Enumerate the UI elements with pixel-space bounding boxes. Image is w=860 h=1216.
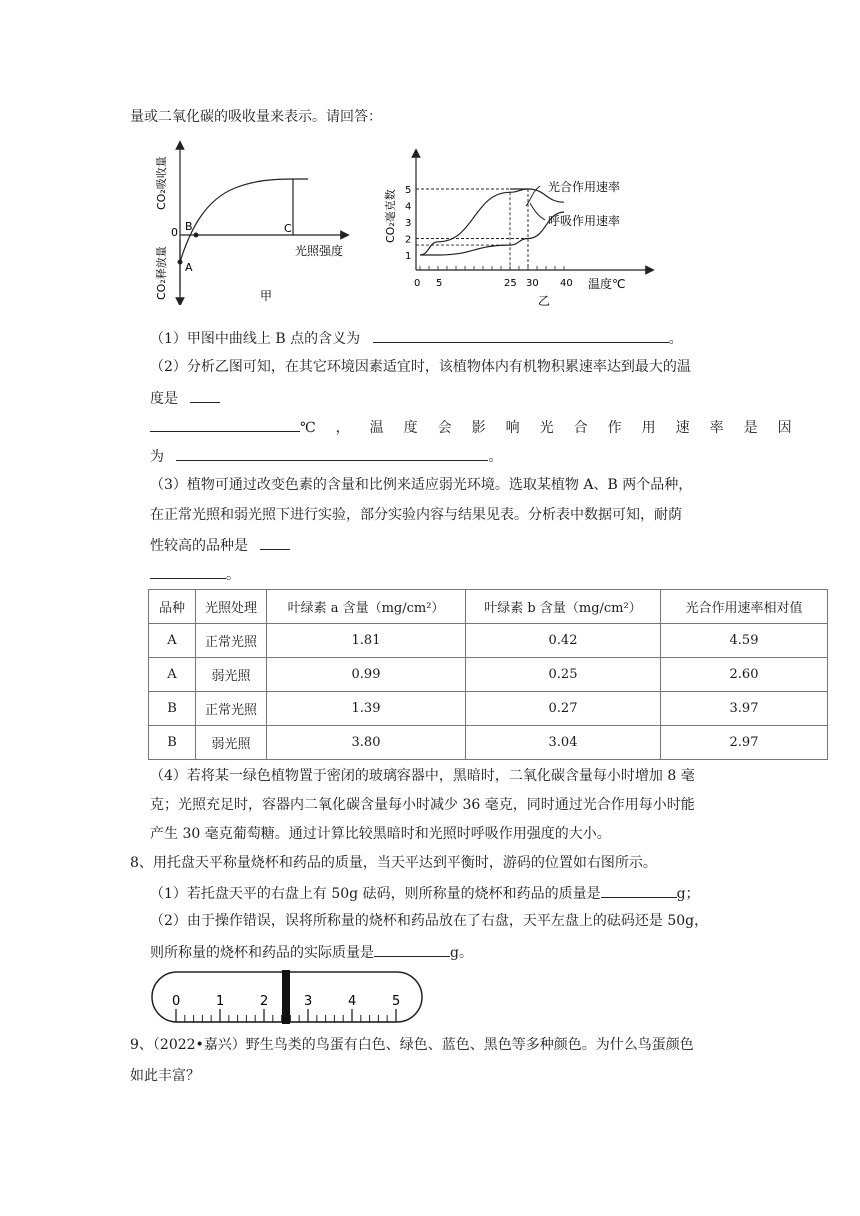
yi-x-tick-label: 25 bbox=[504, 278, 517, 289]
jia-x-label: 光照强度 bbox=[295, 244, 344, 258]
table-cell: 弱光照 bbox=[196, 658, 267, 692]
jia-curve bbox=[180, 179, 308, 262]
results-table bbox=[148, 589, 828, 760]
q2-line2: 度是 bbox=[150, 387, 220, 409]
table-row bbox=[149, 692, 828, 726]
q3-line3: 性较高的品种是 bbox=[150, 534, 290, 556]
q2-line1: （2）分析乙图可知，在其它环境因素适宜时，该植物体内有机物积累速率达到最大的温 bbox=[150, 359, 691, 375]
table-cell: 正常光照 bbox=[196, 692, 267, 726]
legend-photo: 光合作用速率 bbox=[548, 180, 621, 194]
chart-jia bbox=[150, 140, 360, 305]
jia-caption: 甲 bbox=[260, 289, 273, 303]
table-cell: 2.60 bbox=[661, 658, 828, 692]
table-header: 光照处理 bbox=[196, 590, 267, 624]
table-row bbox=[149, 624, 828, 658]
yi-y-label: CO₂毫克数 bbox=[384, 189, 397, 243]
q4-line3: 产生 30 毫克葡萄糖。通过计算比较黑暗时和光照时呼吸作用强度的大小。 bbox=[150, 826, 611, 842]
q1-line: （1）甲图中曲线上 B 点的含义为 。 bbox=[150, 327, 683, 349]
table-header: 品种 bbox=[149, 590, 196, 624]
table-cell: 1.81 bbox=[267, 624, 466, 658]
table-row bbox=[149, 726, 828, 760]
yi-x-tick-label: 40 bbox=[560, 278, 573, 289]
table-cell: 0.42 bbox=[466, 624, 661, 658]
q8-line2: （2）由于操作错误，误将所称量的烧杯和药品放在了右盘，天平左盘上的砝码还是 50g， bbox=[150, 913, 709, 929]
yi-caption: 乙 bbox=[538, 294, 551, 308]
yi-y-tick-label: 5 bbox=[405, 185, 412, 196]
q3-line4: 。 bbox=[150, 563, 240, 585]
table-cell: 0.99 bbox=[267, 658, 466, 692]
table-cell: 0.27 bbox=[466, 692, 661, 726]
table-cell: 弱光照 bbox=[196, 726, 267, 760]
table-cell: 4.59 bbox=[661, 624, 828, 658]
q8-line0: 8、用托盘天平称量烧杯和药品的质量，当天平达到平衡时，游码的位置如右图所示。 bbox=[130, 855, 657, 871]
yi-y-tick-label: 4 bbox=[405, 201, 412, 213]
table-header: 叶绿素 a 含量（mg/cm²） bbox=[267, 590, 466, 624]
jia-y-label-top: CO₂吸收量 bbox=[155, 156, 168, 210]
yi-y-tick-label: 2 bbox=[405, 234, 412, 246]
q8-line1: （1）若托盘天平的右盘上有 50g 砝码，则所称量的烧杯和药品的质量是 g； bbox=[150, 882, 700, 904]
balance-ruler bbox=[150, 968, 430, 1026]
q2-blank-b[interactable] bbox=[150, 416, 300, 432]
label-a: A bbox=[185, 261, 193, 274]
ruler-label: 2 bbox=[260, 994, 269, 1009]
q4-line1: （4）若将某一绿色植物置于密闭的玻璃容器中，黑暗时，二氧化碳含量每小时增加 8 毫 bbox=[150, 768, 695, 784]
yi-x-tick-label: 0 bbox=[414, 278, 421, 289]
q3-line2: 在正常光照和弱光照下进行实验，部分实验内容与结果见表。分析表中数据可知，耐荫 bbox=[150, 507, 682, 523]
yi-x-tick-label: 30 bbox=[526, 278, 539, 289]
table-cell: 3.97 bbox=[661, 692, 828, 726]
table-cell: 0.25 bbox=[466, 658, 661, 692]
point-b bbox=[194, 233, 199, 238]
ruler-label: 3 bbox=[304, 994, 313, 1009]
q1-text: （1）甲图中曲线上 B 点的含义为 bbox=[150, 331, 361, 347]
label-b: B bbox=[185, 220, 193, 233]
q2-blank-c[interactable] bbox=[176, 445, 488, 461]
q8-line3: 则所称量的烧杯和药品的实际质量是 g。 bbox=[150, 941, 473, 963]
ruler-label: 0 bbox=[172, 994, 181, 1009]
q3-line1: （3）植物可通过改变色素的含量和比例来适应弱光环境。选取某植物 A、B 两个品种， bbox=[150, 477, 693, 493]
table-header-row bbox=[149, 590, 828, 624]
q3-blank-a[interactable] bbox=[260, 534, 290, 550]
chart-yi bbox=[380, 148, 670, 313]
table-header: 光合作用速率相对值 bbox=[661, 590, 828, 624]
ruler-label: 1 bbox=[216, 994, 225, 1009]
q3-blank-b[interactable] bbox=[150, 563, 226, 579]
label-c: C bbox=[284, 222, 292, 235]
yi-x-label: 温度℃ bbox=[588, 277, 626, 291]
table-cell: 正常光照 bbox=[196, 624, 267, 658]
table-cell: B bbox=[149, 726, 196, 760]
intro-text: 量或二氧化碳的吸收量来表示。请回答： bbox=[130, 109, 382, 125]
q8-blank-a[interactable] bbox=[601, 882, 677, 898]
q4-line2: 克；光照充足时，容器内二氧化碳含量每小时减少 36 毫克，同时通过光合作用每小时能 bbox=[150, 797, 695, 813]
table-cell: 1.39 bbox=[267, 692, 466, 726]
table-cell: A bbox=[149, 624, 196, 658]
legend-resp-pointer bbox=[530, 203, 545, 220]
ruler-label: 4 bbox=[348, 994, 357, 1009]
table-cell: 2.97 bbox=[661, 726, 828, 760]
yi-x-tick-label: 5 bbox=[436, 278, 443, 289]
table-cell: B bbox=[149, 692, 196, 726]
point-a bbox=[178, 260, 183, 265]
table-row bbox=[149, 658, 828, 692]
jia-y-label-bottom: CO₂释放量 bbox=[155, 246, 168, 300]
ruler-label: 5 bbox=[392, 994, 401, 1009]
rider-weight bbox=[282, 970, 290, 1024]
q2-line3: ℃，温度会影响光合作用速率是因 bbox=[150, 416, 812, 438]
legend-resp: 呼吸作用速率 bbox=[548, 214, 621, 228]
table-cell: A bbox=[149, 658, 196, 692]
table-cell: 3.04 bbox=[466, 726, 661, 760]
jia-zero: 0 bbox=[171, 226, 178, 239]
q2-blank-a[interactable] bbox=[190, 387, 220, 403]
table-header: 叶绿素 b 含量（mg/cm²） bbox=[466, 590, 661, 624]
q1-blank[interactable] bbox=[373, 327, 669, 343]
table-cell: 3.80 bbox=[267, 726, 466, 760]
q2-line4: 为 。 bbox=[150, 445, 502, 467]
yi-y-tick-label: 1 bbox=[405, 251, 412, 262]
q9-line1: 9、（2022•嘉兴）野生鸟类的鸟蛋有白色、绿色、蓝色、黑色等多种颜色。为什么鸟蛋颜色 bbox=[130, 1037, 694, 1053]
q9-line2: 如此丰富？ bbox=[130, 1068, 200, 1084]
q8-blank-b[interactable] bbox=[374, 941, 450, 957]
yi-y-tick-label: 3 bbox=[405, 218, 412, 229]
